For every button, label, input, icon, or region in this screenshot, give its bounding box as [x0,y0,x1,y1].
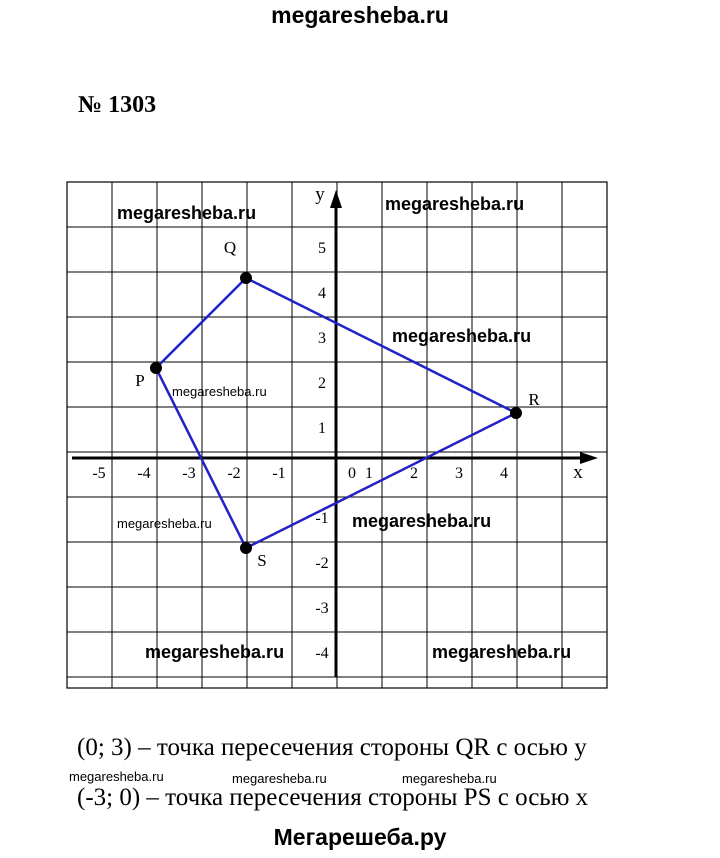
watermark-text: megaresheba.ru [392,326,532,346]
x-tick-label: -4 [137,465,151,482]
x-tick-label: 3 [455,465,463,482]
y-tick-label: 3 [318,330,326,347]
point-label-r: R [528,390,540,409]
watermark-text: megaresheba.ru [232,771,327,786]
x-tick-label: 1 [365,465,373,482]
watermark-text: megaresheba.ru [352,511,492,531]
point-p [150,362,162,374]
watermark-text: megaresheba.ru [172,384,267,399]
y-tick-label: -1 [315,510,329,527]
y-axis-arrow [330,190,342,208]
watermark-text: megaresheba.ru [145,642,285,662]
site-footer[interactable]: Мегарешеба.ру [273,824,447,850]
site-header[interactable]: megaresheba.ru [271,2,449,28]
y-tick-label: 5 [318,240,326,257]
answer-line-2: (-3; 0) – точка пересечения стороны PS с осью x [77,784,589,811]
watermark-text: megaresheba.ru [402,771,497,786]
watermark-text: megaresheba.ru [385,194,525,214]
x-tick-label: -5 [92,465,106,482]
x-tick-label: 0 [348,465,356,482]
x-tick-label: 2 [410,465,418,482]
task-number: № 1303 [78,92,157,118]
answer-line-1: (0; 3) – точка пересечения стороны QR с осью y [77,734,587,761]
y-axis-label: y [315,184,325,205]
x-tick-label: -2 [227,465,241,482]
x-axis-label: x [573,462,583,483]
point-label-q: Q [223,238,237,257]
x-tick-label: -1 [272,465,286,482]
y-tick-label: -3 [315,600,329,617]
axes [72,184,598,677]
point-s [240,542,252,554]
y-tick-label: 1 [318,420,326,437]
y-tick-label: -2 [315,555,329,572]
point-label-p: P [135,371,145,390]
point-q [240,272,252,284]
watermark-text: megaresheba.ru [69,769,164,784]
y-tick-label: 2 [318,375,326,392]
x-tick-label: 4 [500,465,508,482]
point-r [510,407,522,419]
point-label-s: S [257,551,267,570]
watermark-text: megaresheba.ru [117,203,257,223]
y-tick-label: -4 [315,645,329,662]
x-tick-label: -3 [182,465,196,482]
watermark-text: megaresheba.ru [432,642,572,662]
y-tick-label: 4 [318,285,326,302]
watermark-text: megaresheba.ru [117,516,212,531]
